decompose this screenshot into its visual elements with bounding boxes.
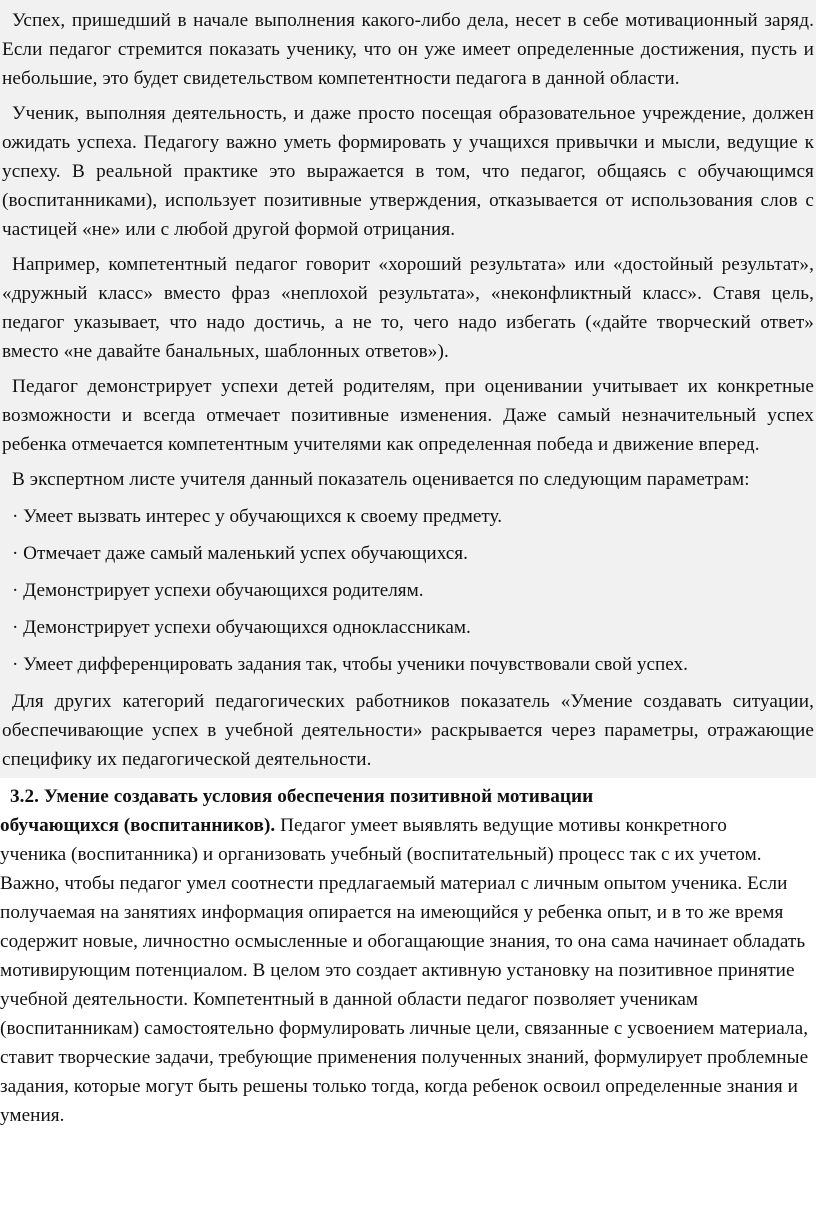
paragraph-positive-phrasing: Например, компетентный педагог говорит «хороший результата» или «достойный результат», «дружный класс» вместо фраз «неплохой результата», «неконфликтный класс». Ставя цель, педагог указывает, что надо достичь, а не то, чего надо избегать («дайте творческий ответ» вместо «не давайте банальных, шаблонных ответов»). bbox=[2, 254, 814, 362]
paragraph-other-categories: Для других категорий педагогических работников показатель «Умение создавать ситуации, обеспечивающие успех в учебной деятельности» раскрывается через параметры, отражающие специфику их педагогической деятельности. bbox=[2, 691, 814, 770]
list-item: · Отмечает даже самый маленький успех обучающихся. bbox=[12, 543, 468, 564]
section-3-2 bbox=[0, 778, 816, 1130]
section-body bbox=[0, 811, 816, 1130]
list-item: · Демонстрирует успехи обучающихся родителям. bbox=[12, 580, 424, 601]
parameter-list bbox=[2, 502, 814, 679]
list-item: · Демонстрирует успехи обучающихся одноклассникам. bbox=[12, 617, 471, 638]
paragraph-success-motivation: Успех, пришедший в начале выполнения какого-либо дела, несет в себе мотивационный заряд. Если педагог стремится показать ученику, что он уже имеет определенные достижения, пусть и небольшие, это будет свидетельством компетентности педагога в данной области. bbox=[2, 10, 814, 89]
section-body-start: Педагог умеет выявлять ведущие мотивы конкретного bbox=[275, 815, 727, 836]
paragraph-student-expectation: Ученик, выполняя деятельность, и даже просто посещая образовательное учреждение, должен ожидать успеха. Педагогу важно уметь формировать у учащихся привычки и мысли, ведущие к успеху. В реальной практике это выражается в том, что педагог, общаясь с обучающимся (воспитанниками), использует позитивные утверждения, отказывается от использования слов с частицей «не» или с любой другой формой отрицания. bbox=[2, 103, 814, 240]
paragraph-demonstrating-success: Педагог демонстрирует успехи детей родителям, при оценивании учитывает их конкретные возможности и всегда отмечает позитивные изменения. Даже самый незначительный успех ребенка отмечается компетентным учителями как определенная победа и движение вперед. bbox=[2, 376, 814, 455]
expert-sheet-intro: В экспертном листе учителя данный показатель оценивается по следующим параметрам: bbox=[12, 469, 750, 490]
section-heading: 3.2. Умение создавать условия обеспечения позитивной мотивации bbox=[10, 786, 594, 807]
section-body-text: ученика (воспитанника) и организовать учебный (воспитательный) процесс так с их учетом. Важно, чтобы педагог умел соотнести предлагаемый материал с личным опытом ученика. Если получаемая на занятиях информация опирается на имеющийся у ребенка опыт, и в то же время содержит новые, личностно осмысленные и обогащающие знания, то она сама начинает обладать мотивирующим потенциалом. В целом это создает активную установку на позитивное принятие учебной деятельности. Компетентный в данной области педагог позволяет ученикам (воспитанникам) самостоятельно формулировать личные цели, связанные с усвоением материала, ставит творческие задачи, требующие применения полученных знаний, формулирует проблемные задания, которые могут быть решены только тогда, когда ребенок освоил определенные знания и умения. bbox=[0, 844, 809, 1126]
list-item: · Умеет дифференцировать задания так, чтобы ученики почувствовали свой успех. bbox=[12, 654, 688, 675]
list-item: · Умеет вызвать интерес у обучающихся к своему предмету. bbox=[12, 506, 502, 527]
section-heading-continuation: обучающихся (воспитанников). bbox=[0, 815, 276, 836]
